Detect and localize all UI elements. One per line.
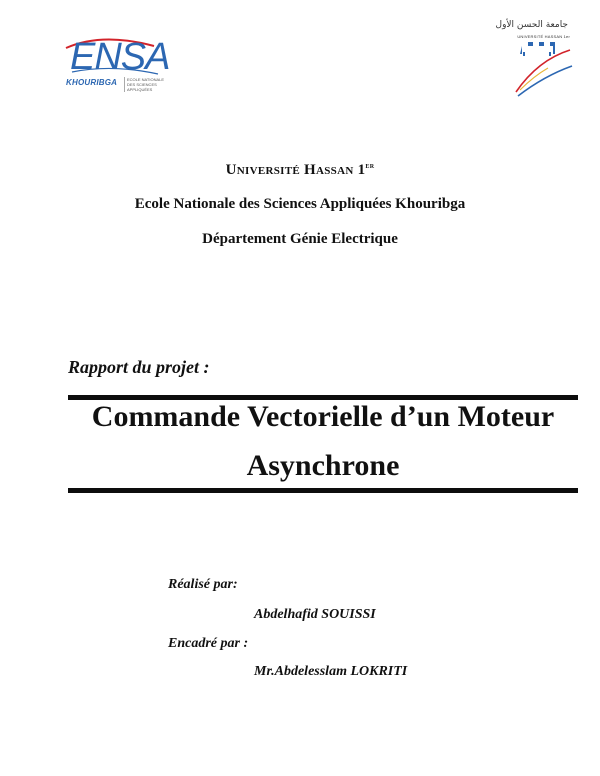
report-title-line-1: Commande Vectorielle d’un Moteur — [91, 400, 555, 433]
ensa-logo-city: KHOURIBGA — [66, 78, 118, 87]
university-logo-arabic: جامعة الحسن الأول — [495, 20, 568, 30]
school-name: Ecole Nationale des Sciences Appliquées Khouribga — [134, 196, 466, 212]
made-by-label: Réalisé par: — [168, 577, 238, 592]
university-logo — [495, 20, 574, 98]
supervisor-name: Mr.Abdelesslam LOKRITI — [254, 664, 408, 679]
ensa-logo-word: ENSA — [70, 36, 170, 78]
report-label: Rapport du projet : — [68, 357, 210, 377]
university-name: Université Hassan 1er — [225, 160, 375, 178]
university-logo-latin: UNIVERSITÉ HASSAN 1er — [517, 34, 570, 39]
university-emblem-icon — [495, 20, 574, 98]
supervised-by-label: Encadré par : — [168, 636, 249, 651]
department-name: Département Génie Electrique — [202, 231, 398, 247]
ensa-logo-subtitle: ECOLE NATIONALE DES SCIENCES APPLIQUÉES — [124, 77, 167, 92]
ensa-logo — [62, 34, 172, 104]
author-name: Abdelhafid SOUISSI — [254, 607, 376, 622]
report-title-line-2: Asynchrone — [246, 449, 400, 482]
title-rule-bottom — [68, 488, 578, 493]
